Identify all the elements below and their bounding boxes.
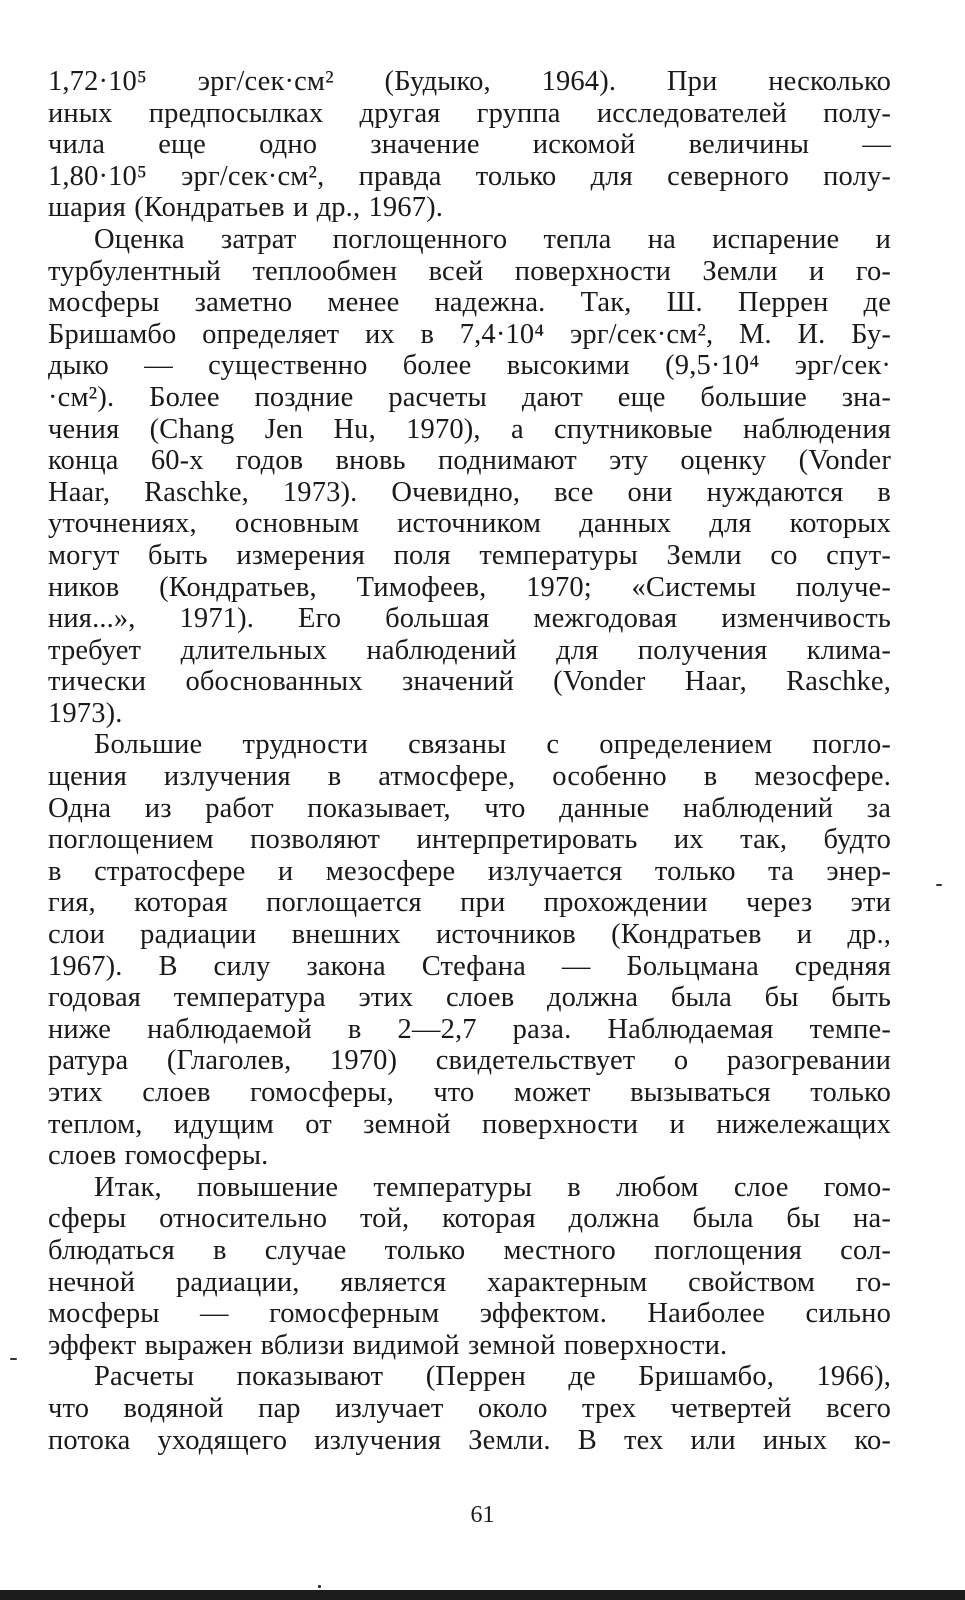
- text-line: блюдаться в случае только местного поглощения сол-: [48, 1234, 891, 1266]
- text-line: Бришамбо определяет их в 7,4·10⁴ эрг/сек·см², М. И. Бу-: [48, 318, 891, 350]
- text-line: 1,72·10⁵ эрг/сек·см² (Будыко, 1964). При несколько: [48, 66, 891, 97]
- text-line: теплом, идущим от земной поверхности и нижележащих: [48, 1108, 891, 1140]
- text-line: поглощением позволяют интерпретировать их так, будто: [48, 824, 891, 856]
- text-line: слои радиации внешних источников (Кондратьев и др.,: [48, 919, 891, 951]
- text-line: дыко — существенно более высокими (9,5·10⁴ эрг/сек·: [48, 350, 891, 382]
- text-line: этих слоев гомосферы, что может вызываться только: [48, 1077, 891, 1108]
- text-line: сферы относительно той, которая должна была бы на-: [48, 1203, 891, 1235]
- text-line: слоев гомосферы.: [48, 1140, 269, 1172]
- text-line: 1973).: [48, 697, 123, 729]
- text-line: ников (Кондратьев, Тимофеев, 1970; «Системы получе-: [48, 571, 891, 603]
- text-line: что водяной пар излучает около трех четвертей всего: [48, 1392, 891, 1424]
- text-line: Haar, Raschke, 1973). Очевидно, все они нуждаются в: [48, 476, 891, 508]
- text-line: турбулентный теплообмен всей поверхности Земли и го-: [48, 255, 891, 287]
- text-line: эффект выражен вблизи видимой земной поверхности.: [48, 1329, 728, 1361]
- scan-speck: [10, 1358, 17, 1360]
- text-line: Большие трудности связаны с определением погло-: [94, 729, 891, 761]
- text-line: тически обоснованных значений (Vonder Haar, Raschke,: [48, 666, 891, 698]
- text-line: ·см²). Более поздние расчеты дают еще большие зна-: [48, 381, 891, 413]
- text-line: 1,80·10⁵ эрг/сек·см², правда только для северного полу-: [48, 160, 891, 192]
- text-line: иных предпосылках другая группа исследователей полу-: [48, 97, 891, 129]
- text-line: мосферы — гомосферным эффектом. Наиболее сильно: [48, 1298, 891, 1330]
- text-line: нечной радиации, является характерным свойством го-: [48, 1266, 891, 1298]
- text-line: шария (Кондратьев и др., 1967).: [48, 192, 444, 224]
- scan-speck: [318, 1585, 321, 1588]
- text-line: могут быть измерения поля температуры Земли со спут-: [48, 539, 891, 571]
- text-line: мосферы заметно менее надежна. Так, Ш. Перрен де: [48, 287, 891, 319]
- text-line: чила еще одно значение искомой величины —: [48, 129, 891, 161]
- text-line: Расчеты показывают (Перрен де Бришамбо, 1966),: [94, 1361, 891, 1393]
- text-line: чения (Chang Jen Hu, 1970), а спутниковые наблюдения: [48, 413, 891, 445]
- text-line: ниже наблюдаемой в 2—2,7 раза. Наблюдаемая темпе-: [48, 1013, 891, 1045]
- text-line: Одна из работ показывает, что данные наблюдений за: [48, 792, 891, 824]
- text-line: уточнениях, основным источником данных для которых: [48, 508, 891, 540]
- text-line: в стратосфере и мезосфере излучается только та энер-: [48, 855, 891, 887]
- scan-bottom-edge: [0, 1590, 965, 1600]
- text-line: потока уходящего излучения Земли. В тех или иных ко-: [48, 1424, 891, 1456]
- text-line: щения излучения в атмосфере, особенно в мезосфере.: [48, 761, 891, 793]
- text-line: требует длительных наблюдений для получения клима-: [48, 634, 891, 666]
- text-line: ратура (Глаголев, 1970) свидетельствует о разогревании: [48, 1045, 891, 1077]
- body-text: [48, 66, 891, 1456]
- page-number: 61: [470, 1502, 495, 1528]
- text-line: годовая температура этих слоев должна была бы быть: [48, 982, 891, 1014]
- text-line: конца 60-х годов вновь поднимают эту оценку (Vonder: [48, 445, 891, 477]
- scan-speck: [936, 884, 942, 886]
- text-line: ния...», 1971). Его большая межгодовая изменчивость: [48, 603, 891, 635]
- text-line: гия, которая поглощается при прохождении через эти: [48, 887, 891, 919]
- text-line: Итак, повышение температуры в любом слое гомо-: [94, 1171, 891, 1203]
- text-line: Оценка затрат поглощенного тепла на испарение и: [94, 223, 891, 255]
- text-line: 1967). В силу закона Стефана — Больцмана средняя: [48, 950, 891, 982]
